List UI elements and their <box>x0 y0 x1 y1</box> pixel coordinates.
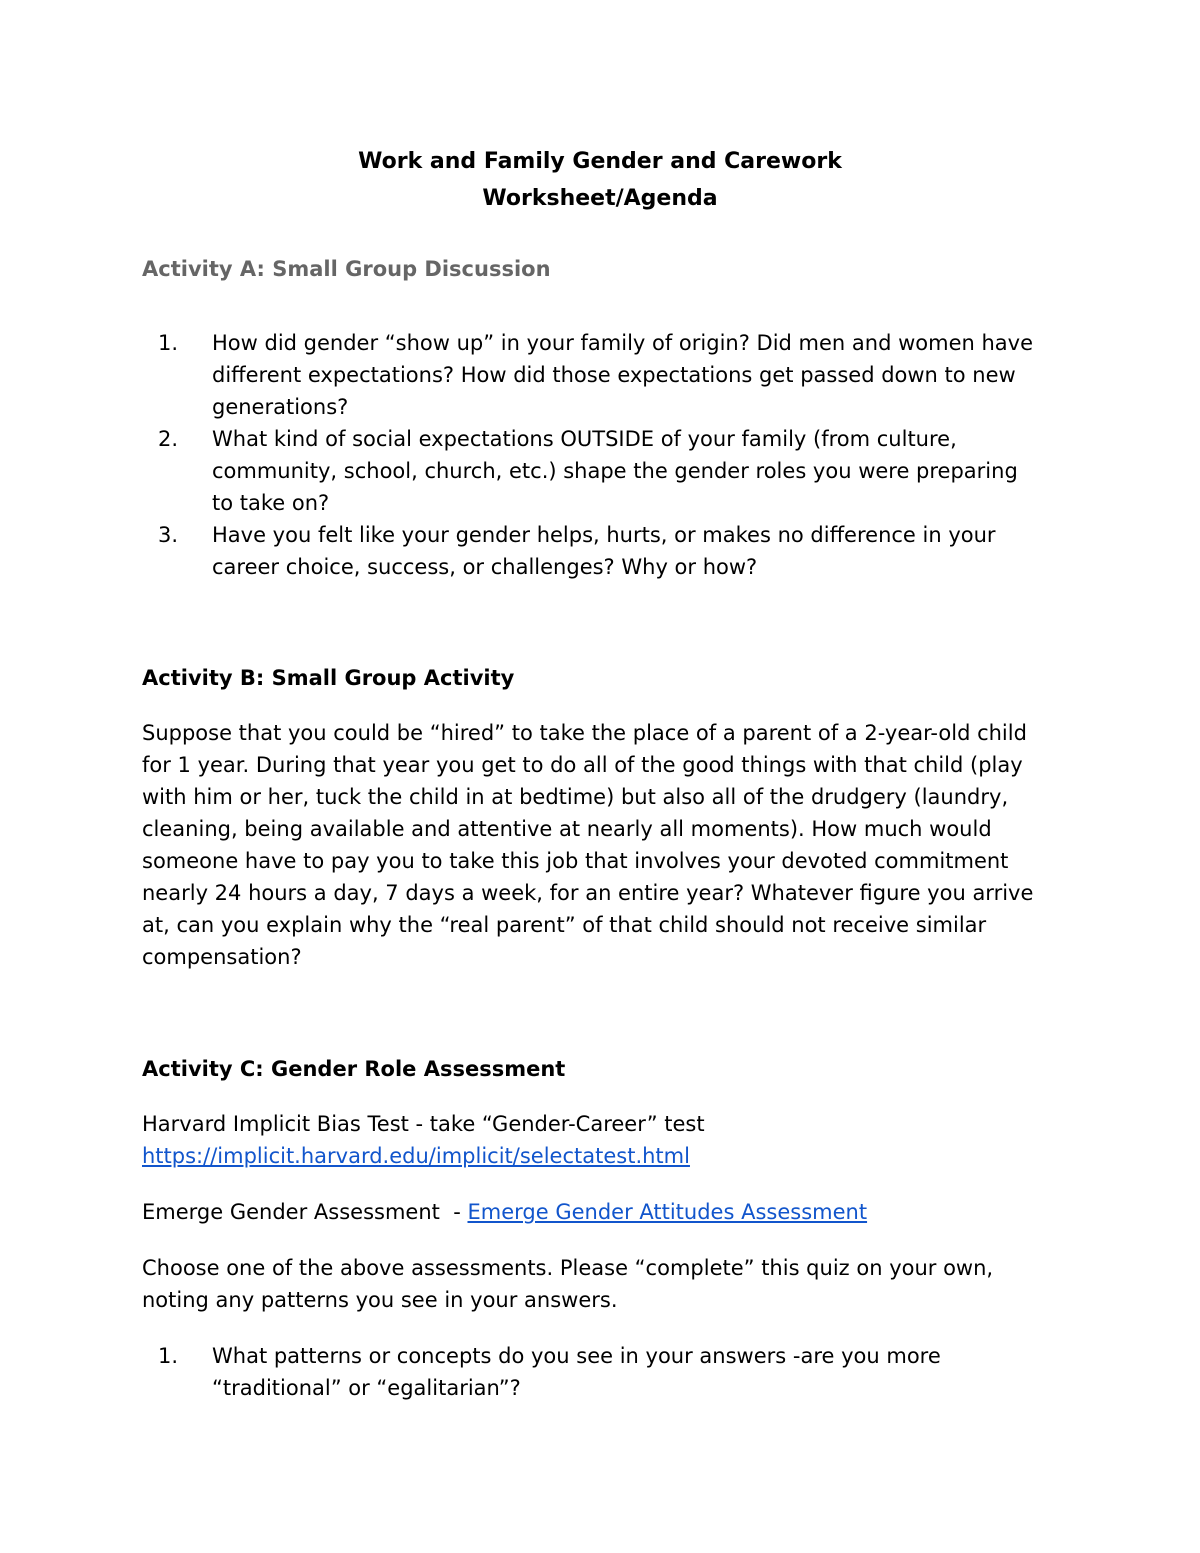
list-item <box>142 327 1082 423</box>
paragraph-line: cleaning, being available and attentive at nearly all moments). How much would <box>142 817 992 841</box>
list-item-text: different expectations? How did those expectations get passed down to new <box>212 363 1016 387</box>
list-item-text: Have you felt like your gender helps, hurts, or makes no difference in your <box>212 523 996 547</box>
list-item-number: 1. <box>158 1344 179 1368</box>
activity-b-heading: Activity B: Small Group Activity <box>142 666 515 690</box>
assessment-instructions <box>142 1252 1062 1316</box>
list-item-text: “traditional” or “egalitarian”? <box>212 1376 521 1400</box>
list-item-text: How did gender “show up” in your family of origin? Did men and women have <box>212 331 1033 355</box>
paragraph-line: someone have to pay you to take this job that involves your devoted commitment <box>142 849 1009 873</box>
title-line-2: Worksheet/Agenda <box>482 186 718 211</box>
list-item-number: 1. <box>158 331 179 355</box>
paragraph-line: for 1 year. During that year you get to do all of the good things with that child (play <box>142 753 1023 777</box>
emerge-assessment-link[interactable]: Emerge Gender Attitudes Assessment <box>467 1200 868 1224</box>
list-item-text: career choice, success, or challenges? Why or how? <box>212 555 758 579</box>
title-line-1: Work and Family Gender and Carework <box>358 149 842 174</box>
list-item-number: 2. <box>158 427 179 451</box>
paragraph-line: noting any patterns you see in your answers. <box>142 1288 618 1312</box>
paragraph-line: Choose one of the above assessments. Please “complete” this quiz on your own, <box>142 1256 994 1280</box>
list-item-text: What patterns or concepts do you see in your answers -are you more <box>212 1344 941 1368</box>
list-item <box>142 1340 1082 1404</box>
activity-b-paragraph <box>142 717 1062 973</box>
list-item-text: generations? <box>212 395 349 419</box>
paragraph-line: compensation? <box>142 945 302 969</box>
harvard-test-text: Harvard Implicit Bias Test - take “Gender-Career” test <box>142 1112 705 1136</box>
paragraph-line: nearly 24 hours a day, 7 days a week, for an entire year? Whatever figure you arrive <box>142 881 1034 905</box>
paragraph-line: at, can you explain why the “real parent” of that child should not receive similar <box>142 913 987 937</box>
list-item-text: to take on? <box>212 491 330 515</box>
emerge-assessment-label: Emerge Gender Assessment - <box>142 1200 468 1224</box>
activity-a-question-list <box>142 327 1082 583</box>
activity-c-heading: Activity C: Gender Role Assessment <box>142 1057 566 1081</box>
list-item <box>142 519 1082 583</box>
emerge-assessment-block <box>142 1196 1062 1228</box>
list-item <box>142 423 1082 519</box>
paragraph-line: Suppose that you could be “hired” to take the place of a parent of a 2-year-old child <box>142 721 1027 745</box>
activity-c-question-list <box>142 1340 1082 1404</box>
activity-a-heading: Activity A: Small Group Discussion <box>142 257 551 281</box>
harvard-test-link[interactable]: https://implicit.harvard.edu/implicit/selectatest.html <box>142 1144 690 1168</box>
harvard-test-block <box>142 1108 1062 1172</box>
paragraph-line: with him or her, tuck the child in at bedtime) but also all of the drudgery (laundry, <box>142 785 1009 809</box>
list-item-number: 3. <box>158 523 179 547</box>
document-title <box>0 143 1200 217</box>
list-item-text: What kind of social expectations OUTSIDE of your family (from culture, <box>212 427 957 451</box>
list-item-text: community, school, church, etc.) shape the gender roles you were preparing <box>212 459 1018 483</box>
